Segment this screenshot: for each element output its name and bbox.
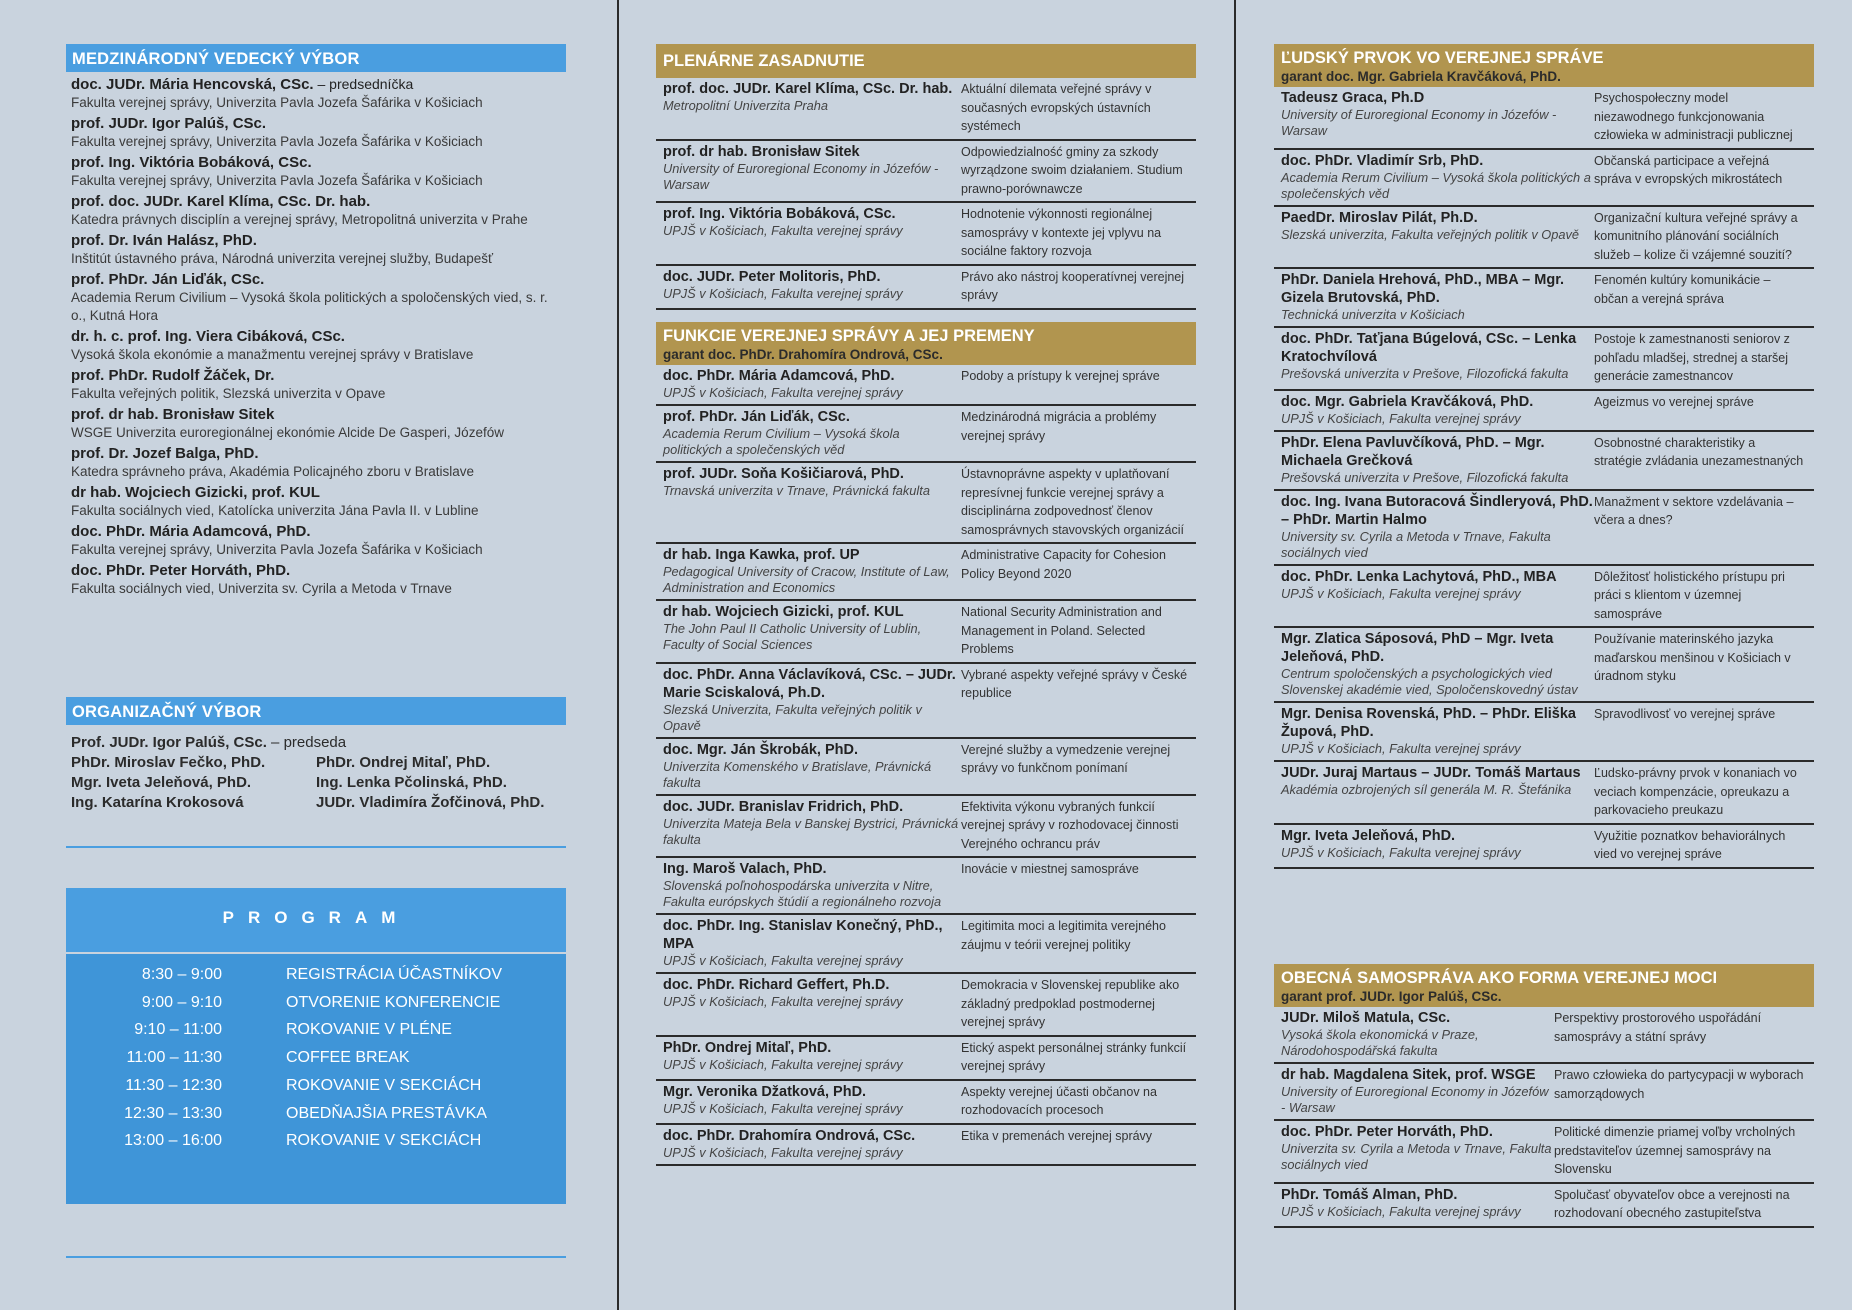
talk-row bbox=[1274, 491, 1814, 566]
talk-title: Aspekty verejnej účasti občanov na rozhodovacích procesoch bbox=[961, 1084, 1157, 1117]
member-name bbox=[71, 367, 566, 385]
member-name-text: prof. PhDr. Ján Liďák, CSc. bbox=[71, 271, 265, 288]
member-affiliation: Katedra správneho práva, Akadémia Policajného zboru v Bratislave bbox=[71, 464, 474, 479]
talk-affiliation: Academia Rerum Civilium – Vysoká škola politických a společenských věd bbox=[663, 426, 900, 457]
talk-row bbox=[656, 266, 1196, 310]
member-name bbox=[71, 232, 566, 250]
member-name bbox=[71, 75, 566, 94]
talk-speaker-block bbox=[656, 860, 961, 910]
talk-speaker: prof. PhDr. Ján Liďák, CSc. bbox=[663, 409, 850, 425]
talk-row bbox=[656, 406, 1196, 463]
talk-speaker: Mgr. Zlatica Sáposová, PhD – Mgr. Iveta Jeleňová, PhD. bbox=[1281, 631, 1554, 665]
talk-affiliation: UPJŠ v Košiciach, Fakulta verejnej správy bbox=[663, 1144, 903, 1160]
talk-speaker-block bbox=[656, 603, 961, 659]
talk-speaker-block bbox=[1274, 271, 1594, 323]
talk-title: Manažment v sektore vzdelávania – včera a dnes? bbox=[1594, 494, 1794, 527]
member-name bbox=[71, 115, 566, 133]
committee-member bbox=[66, 193, 566, 229]
talk-speaker-block bbox=[1274, 493, 1594, 561]
human-element-garant: garant doc. Mgr. Gabriela Kravčáková, PhD. bbox=[1281, 69, 1561, 84]
member-affiliation: Fakulta verejnej správy, Univerzita Pavla Jozefa Šafárika v Košiciach bbox=[71, 173, 483, 188]
talk-speaker: prof. JUDr. Soňa Košičiarová, PhD. bbox=[663, 466, 904, 482]
talk-speaker-block bbox=[656, 465, 961, 539]
talk-affiliation: Prešovská univerzita v Prešove, Filozofická fakulta bbox=[1281, 469, 1569, 485]
member-name-text: prof. doc. JUDr. Karel Klíma, CSc. Dr. hab. bbox=[71, 193, 371, 210]
member-name bbox=[71, 271, 566, 289]
talk-speaker: Tadeusz Graca, Ph.D bbox=[1281, 90, 1425, 106]
talk-affiliation: Centrum spoločenských a psychologických vied Slovenskej akadémie vied, Spoločenskovedný ústav bbox=[1281, 666, 1578, 697]
talk-speaker-block bbox=[1274, 330, 1594, 386]
talk-title: Fenomén kultúry komunikácie – občan a verejná správa bbox=[1594, 273, 1771, 306]
talk-speaker-block bbox=[1274, 1066, 1554, 1116]
member-name-text: prof. Dr. Iván Halász, PhD. bbox=[71, 232, 257, 249]
talk-row bbox=[1274, 566, 1814, 629]
talk-row bbox=[656, 203, 1196, 266]
program-box bbox=[66, 888, 566, 1204]
talk-speaker: doc. PhDr. Drahomíra Ondrová, CSc. bbox=[663, 1127, 916, 1144]
talk-affiliation: Metropolitní Univerzita Praha bbox=[663, 98, 829, 113]
talk-title: Politické dimenzie priamej voľby vrcholných predstaviteľov územnej samosprávy na Slovensku bbox=[1554, 1125, 1796, 1176]
talk-title: Ľudsko-právny prvok v konaniach vo veciach kompenzácie, opreukazu a parkovacieho preukazu bbox=[1594, 766, 1797, 817]
committee-member bbox=[66, 406, 566, 442]
talk-speaker-block bbox=[1274, 568, 1594, 624]
talk-speaker-block bbox=[656, 408, 961, 458]
organizing-member: Mgr. Iveta Jeleňová, PhD. bbox=[71, 774, 252, 791]
member-name-text: prof. Ing. Viktória Bobáková, CSc. bbox=[71, 154, 312, 171]
functions-section bbox=[656, 322, 1196, 1166]
talk-speaker-block bbox=[656, 367, 961, 401]
program-label: ROKOVANIE V PLÉNE bbox=[286, 1021, 452, 1039]
member-name-text: prof. JUDr. Igor Palúš, CSc. bbox=[71, 115, 267, 132]
organizing-member: PhDr. Miroslav Fečko, PhD. bbox=[71, 754, 266, 771]
talk-affiliation: University of Euroregional Economy in Józefów - Warsaw bbox=[1281, 107, 1557, 138]
talk-affiliation: Univerzita Mateja Bela v Banskej Bystrici, Právnická fakulta bbox=[663, 815, 959, 847]
member-affiliation: Fakulta verejnej správy, Univerzita Pavla Jozefa Šafárika v Košiciach bbox=[71, 134, 483, 149]
committee-member bbox=[66, 328, 566, 364]
middle-column bbox=[656, 0, 1196, 1310]
talk-row bbox=[656, 796, 1196, 859]
committee-member bbox=[66, 115, 566, 151]
organizing-committee-header: ORGANIZAČNÝ VÝBOR bbox=[66, 697, 566, 725]
talk-row bbox=[1274, 328, 1814, 391]
talk-affiliation: The John Paul II Catholic University of Lublin, Faculty of Social Sciences bbox=[663, 621, 922, 652]
talk-row bbox=[656, 739, 1196, 796]
talk-row bbox=[656, 974, 1196, 1037]
organizing-member: Ing. Lenka Pčolinská, PhD. bbox=[316, 774, 507, 791]
program-row bbox=[66, 966, 566, 994]
talk-speaker: PaedDr. Miroslav Pilát, Ph.D. bbox=[1281, 209, 1478, 226]
talk-title: Podoby a prístupy k verejnej správe bbox=[961, 369, 1160, 383]
talk-title: Prawo człowieka do partycypacji w wyborach samorządowych bbox=[1554, 1068, 1804, 1101]
member-name-text: prof. PhDr. Rudolf Žáček, Dr. bbox=[71, 367, 275, 384]
talk-title: Používanie materinského jazyka maďarskou menšinou v Košiciach v úradnom styku bbox=[1594, 632, 1791, 683]
human-element-talks bbox=[1274, 87, 1814, 869]
member-affiliation: Fakulta veřejných politik, Slezská univerzita v Opave bbox=[71, 386, 386, 401]
talk-speaker: doc. PhDr. Peter Horváth, PhD. bbox=[1281, 1124, 1493, 1140]
talk-affiliation: University of Euroregional Economy in Józefów - Warsaw bbox=[663, 160, 939, 192]
member-affiliation: Fakulta verejnej správy, Univerzita Pavla Jozefa Šafárika v Košiciach bbox=[71, 542, 483, 557]
talk-affiliation: Trnavská univerzita v Trnave, Právnická fakulta bbox=[663, 483, 930, 498]
talk-speaker: dr hab. Magdalena Sitek, prof. WSGE bbox=[1281, 1067, 1536, 1083]
talk-affiliation: UPJŠ v Košiciach, Fakulta verejnej správy bbox=[663, 1100, 903, 1116]
scientific-committee-list bbox=[66, 75, 566, 598]
committee-member bbox=[66, 484, 566, 520]
talk-speaker-block bbox=[656, 268, 961, 305]
program-row bbox=[66, 1132, 566, 1160]
member-affiliation: WSGE Univerzita euroregionálnej ekonómie Alcide De Gasperi, Józefów bbox=[71, 425, 504, 440]
talk-title: Právo ako nástroj kooperatívnej verejnej správy bbox=[961, 269, 1185, 302]
talk-affiliation: Prešovská univerzita v Prešove, Filozofická fakulta bbox=[1281, 366, 1569, 381]
member-name bbox=[71, 523, 566, 541]
scientific-committee-header: MEDZINÁRODNÝ VEDECKÝ VÝBOR bbox=[66, 44, 566, 72]
member-name bbox=[71, 484, 566, 502]
program-row bbox=[66, 994, 566, 1022]
committee-member bbox=[66, 523, 566, 559]
talk-speaker: Mgr. Denisa Rovenská, PhD. – PhDr. Eliška Župová, PhD. bbox=[1281, 706, 1576, 740]
talk-speaker: prof. dr hab. Bronisław Sitek bbox=[663, 143, 860, 160]
member-name-text: prof. dr hab. Bronisław Sitek bbox=[71, 406, 275, 423]
talk-speaker-block bbox=[1274, 705, 1594, 757]
member-affiliation: Fakulta sociálnych vied, Univerzita sv. Cyrila a Metoda v Trnave bbox=[71, 581, 452, 596]
self-government-section bbox=[1274, 964, 1814, 1228]
talk-speaker: dr hab. Wojciech Gizicki, prof. KUL bbox=[663, 604, 904, 620]
talk-speaker: doc. PhDr. Mária Adamcová, PhD. bbox=[663, 368, 895, 384]
talk-affiliation: UPJŠ v Košiciach, Fakulta verejnej správy bbox=[663, 1056, 903, 1072]
separator-line-bottom bbox=[66, 1256, 566, 1258]
member-role: – predsedníčka bbox=[313, 76, 414, 92]
talk-title: Ageizmus vo verejnej správe bbox=[1594, 394, 1754, 409]
talk-title: Psychospołeczny model niezawodnego funkcjonowania człowieka w administracji publicznej bbox=[1594, 91, 1793, 142]
talk-title: Demokracia v Slovenskej republike ako základný predpoklad postmodernej verejnej správy bbox=[961, 978, 1180, 1029]
talk-speaker-block bbox=[1274, 630, 1594, 698]
talk-affiliation: UPJŠ v Košiciach, Fakulta verejnej správy bbox=[1281, 844, 1521, 860]
talk-speaker: JUDr. Miloš Matula, CSc. bbox=[1281, 1010, 1451, 1026]
talk-title: Medzinárodná migrácia a problémy verejnej správy bbox=[961, 410, 1157, 443]
committee-member bbox=[66, 562, 566, 598]
talk-affiliation: University of Euroregional Economy in Józefów - Warsaw bbox=[1281, 1084, 1549, 1115]
talk-row bbox=[1274, 150, 1814, 207]
talk-speaker-block bbox=[1274, 89, 1594, 145]
talk-affiliation: Vysoká škola ekonomická v Praze, Národohospodářská fakulta bbox=[1281, 1027, 1479, 1058]
talk-title: Etika v premenách verejnej správy bbox=[961, 1128, 1153, 1143]
talk-title: Inovácie v miestnej samospráve bbox=[961, 862, 1139, 876]
talk-speaker: doc. PhDr. Taťjana Búgelová, CSc. – Lenka Kratochvílová bbox=[1281, 331, 1577, 365]
talk-speaker-block bbox=[656, 143, 961, 199]
talk-affiliation: Slezská univerzita, Fakulta veřejných politik v Opavě bbox=[1281, 226, 1580, 242]
talk-row bbox=[1274, 432, 1814, 491]
member-name-text: doc. JUDr. Mária Hencovská, CSc. bbox=[71, 76, 314, 93]
talk-affiliation: Slovenská poľnohospodárska univerzita v Nitre, Fakulta európskych štúdií a regionálneho rozvoja bbox=[663, 878, 942, 909]
talk-row bbox=[1274, 1184, 1814, 1228]
talk-row bbox=[656, 601, 1196, 664]
functions-header bbox=[656, 322, 1196, 365]
program-label: COFFEE BREAK bbox=[286, 1049, 410, 1067]
talk-speaker: PhDr. Ondrej Mitaľ, PhD. bbox=[663, 1039, 832, 1056]
member-name bbox=[71, 154, 566, 172]
plenary-talks bbox=[656, 78, 1196, 310]
self-government-header bbox=[1274, 964, 1814, 1007]
talk-row bbox=[1274, 1121, 1814, 1184]
talk-row bbox=[1274, 825, 1814, 869]
talk-title: Aktuální dilemata veřejné správy v současných evropských ústavních systémech bbox=[961, 82, 1152, 133]
talk-speaker: doc. PhDr. Anna Václavíková, CSc. – JUDr. Marie Sciskalová, Ph.D. bbox=[663, 666, 956, 701]
talk-affiliation: Akadémia ozbrojených síl generála M. R. Štefánika bbox=[1281, 782, 1572, 797]
member-name bbox=[71, 406, 566, 424]
talk-affiliation: UPJŠ v Košiciach, Fakulta verejnej správy bbox=[663, 285, 903, 301]
talk-speaker-block bbox=[656, 741, 961, 791]
talk-title: Spolučasť obyvateľov obce a verejnosti na rozhodovaní obecného zastupiteľstva bbox=[1554, 1187, 1790, 1220]
talk-speaker: doc. PhDr. Ing. Stanislav Konečný, PhD., MPA bbox=[663, 918, 943, 952]
talk-title: Dôležitosť holistického prístupu pri práci s klientom v územnej samospráve bbox=[1594, 569, 1785, 621]
program-time: 11:30 – 12:30 bbox=[125, 1076, 222, 1094]
member-name bbox=[71, 445, 566, 463]
talk-speaker: Mgr. Iveta Jeleňová, PhD. bbox=[1281, 827, 1456, 844]
talk-affiliation: UPJŠ v Košiciach, Fakulta verejnej správy bbox=[1281, 741, 1521, 756]
committee-member bbox=[66, 367, 566, 403]
self-government-talks bbox=[1274, 1007, 1814, 1228]
organizing-member: PhDr. Ondrej Mitaľ, PhD. bbox=[316, 754, 491, 771]
talk-speaker-block bbox=[656, 1039, 961, 1076]
program-label: ROKOVANIE V SEKCIÁCH bbox=[286, 1132, 482, 1150]
talk-title: Legitimita moci a legitimita verejného záujmu v teórii verejnej politiky bbox=[961, 919, 1166, 952]
talk-title: Verejné služby a vymedzenie verejnej správy vo funkčnom ponímaní bbox=[961, 742, 1171, 775]
plenary-header bbox=[656, 44, 1196, 78]
program-row bbox=[66, 1105, 566, 1133]
member-name bbox=[71, 562, 566, 580]
talk-speaker-block bbox=[1274, 1186, 1554, 1223]
talk-speaker-block bbox=[1274, 209, 1594, 265]
talk-title: Hodnotenie výkonnosti regionálnej samosprávy v kontexte jej vplyvu na sociálne faktory rozvoja bbox=[961, 207, 1162, 258]
committee-member bbox=[66, 154, 566, 190]
talk-speaker-block bbox=[656, 205, 961, 261]
program-time: 8:30 – 9:00 bbox=[141, 966, 222, 983]
talk-speaker: prof. Ing. Viktória Bobáková, CSc. bbox=[663, 206, 896, 222]
talk-speaker: dr hab. Inga Kawka, prof. UP bbox=[663, 547, 860, 563]
chair-role: – predseda bbox=[266, 734, 347, 751]
member-affiliation: Fakulta sociálnych vied, Katolícka univerzita Jána Pavla II. v Lubline bbox=[71, 503, 479, 518]
functions-talks bbox=[656, 365, 1196, 1166]
committee-member bbox=[66, 75, 566, 112]
member-name bbox=[71, 193, 566, 211]
talk-row bbox=[1274, 1007, 1814, 1064]
self-government-garant: garant prof. JUDr. Igor Palúš, CSc. bbox=[1281, 989, 1502, 1004]
talk-row bbox=[656, 141, 1196, 204]
functions-title: FUNKCIE VEREJNEJ SPRÁVY A JEJ PREMENY bbox=[663, 327, 1035, 345]
member-name-text: doc. PhDr. Mária Adamcová, PhD. bbox=[71, 523, 311, 540]
talk-row bbox=[1274, 703, 1814, 762]
talk-affiliation: Slezská Univerzita, Fakulta veřejných politik v Opavě bbox=[663, 701, 922, 733]
organizing-member: Ing. Katarína Krokosová bbox=[71, 794, 244, 811]
program-label: OBEDŇAJŠIA PRESTÁVKA bbox=[286, 1104, 487, 1122]
talk-title: Ústavnoprávne aspekty v uplatňovaní represívnej funkcie verejnej správy a disciplinárna zodpovednosť členov samosprávnych stavovských organizácií bbox=[961, 467, 1185, 537]
column-divider-right bbox=[1234, 0, 1236, 1310]
talk-affiliation: Univerzita sv. Cyrila a Metoda v Trnave, Fakulta sociálnych vied bbox=[1281, 1141, 1552, 1172]
functions-garant: garant doc. PhDr. Drahomíra Ondrová, CSc. bbox=[663, 347, 943, 362]
talk-title: Občanská participace a veřejná správa v evropských mikrostátech bbox=[1594, 153, 1783, 186]
plenary-section bbox=[656, 44, 1196, 310]
member-affiliation: Fakulta verejnej správy, Univerzita Pavla Jozefa Šafárika v Košiciach bbox=[71, 95, 483, 110]
talk-row bbox=[656, 544, 1196, 601]
talk-affiliation: Univerzita Komenského v Bratislave, Právnická fakulta bbox=[663, 758, 932, 790]
talk-row bbox=[1274, 762, 1814, 825]
talk-speaker-block bbox=[656, 546, 961, 596]
member-affiliation: Academia Rerum Civilium – Vysoká škola politických a spoločenských vied, s. r. o., Kutná Hora bbox=[71, 290, 548, 323]
organizing-committee-members bbox=[66, 753, 566, 813]
talk-speaker-block bbox=[1274, 827, 1594, 864]
talk-speaker-block bbox=[1274, 764, 1594, 820]
talk-row bbox=[656, 463, 1196, 544]
member-name bbox=[71, 328, 566, 346]
talk-speaker: Ing. Maroš Valach, PhD. bbox=[663, 861, 827, 877]
plenary-title: PLENÁRNE ZASADNUTIE bbox=[663, 52, 865, 70]
committee-member bbox=[66, 232, 566, 268]
talk-speaker: doc. PhDr. Richard Geffert, Ph.D. bbox=[663, 977, 890, 993]
program-row bbox=[66, 1049, 566, 1077]
talk-affiliation: UPJŠ v Košiciach, Fakulta verejnej správy bbox=[663, 953, 903, 968]
talk-speaker: doc. Mgr. Gabriela Kravčáková, PhD. bbox=[1281, 393, 1534, 410]
talk-speaker-block bbox=[1274, 393, 1594, 427]
program-time: 11:00 – 11:30 bbox=[126, 1049, 222, 1067]
talk-speaker-block bbox=[656, 1083, 961, 1120]
talk-row bbox=[656, 915, 1196, 974]
talk-speaker-block bbox=[1274, 434, 1594, 486]
talk-affiliation: UPJŠ v Košiciach, Fakulta verejnej správy bbox=[663, 385, 903, 400]
talk-row bbox=[656, 664, 1196, 739]
talk-row bbox=[656, 78, 1196, 141]
member-affiliation: Katedra právnych disciplín a verejnej správy, Metropolitná univerzita v Prahe bbox=[71, 212, 528, 227]
talk-title: Perspektivy prostorového uspořádání samosprávy a státní správy bbox=[1554, 1011, 1762, 1044]
talk-speaker: doc. JUDr. Branislav Fridrich, PhD. bbox=[663, 798, 904, 815]
talk-speaker-block bbox=[656, 917, 961, 969]
program-title: PROGRAM bbox=[222, 908, 410, 927]
talk-affiliation: Academia Rerum Civilium – Vysoká škola politických a společenských věd bbox=[1281, 169, 1591, 201]
talk-row bbox=[1274, 207, 1814, 270]
organizing-committee-chair bbox=[66, 733, 566, 753]
human-element-title: ĽUDSKÝ PRVOK VO VEREJNEJ SPRÁVE bbox=[1281, 49, 1604, 67]
program-row bbox=[66, 1077, 566, 1105]
talk-speaker: doc. PhDr. Lenka Lachytová, PhD., MBA bbox=[1281, 568, 1557, 585]
talk-row bbox=[656, 1125, 1196, 1166]
talk-row bbox=[1274, 87, 1814, 150]
talk-row bbox=[1274, 1064, 1814, 1121]
left-column bbox=[66, 0, 566, 1310]
program-time: 9:10 – 11:00 bbox=[134, 1021, 222, 1039]
talk-speaker-block bbox=[1274, 1123, 1554, 1179]
talk-speaker: PhDr. Daniela Hrehová, PhD., MBA – Mgr. Gizela Brutovská, PhD. bbox=[1281, 272, 1565, 306]
human-element-section bbox=[1274, 44, 1814, 869]
member-name-text: prof. Dr. Jozef Balga, PhD. bbox=[71, 445, 259, 462]
program-schedule bbox=[66, 952, 566, 1204]
talk-speaker: doc. Mgr. Ján Škrobák, PhD. bbox=[663, 741, 858, 758]
talk-title: Etický aspekt personálnej stránky funkcií verejnej správy bbox=[961, 1040, 1187, 1073]
talk-affiliation: UPJŠ v Košiciach, Fakulta verejnej správy bbox=[1281, 1203, 1521, 1219]
human-element-header bbox=[1274, 44, 1814, 87]
talk-affiliation: UPJŠ v Košiciach, Fakulta verejnej správy bbox=[1281, 410, 1521, 426]
talk-affiliation: UPJŠ v Košiciach, Fakulta verejnej správy bbox=[663, 994, 903, 1009]
talk-title: Odpowiedzialność gminy za szkody wyrządzone swoim działaniem. Studium prawno-porównawcze bbox=[961, 144, 1183, 196]
chair-name: Prof. JUDr. Igor Palúš, CSc. bbox=[71, 734, 267, 751]
talk-speaker-block bbox=[1274, 152, 1594, 202]
talk-row bbox=[1274, 628, 1814, 703]
talk-speaker-block bbox=[656, 798, 961, 854]
talk-speaker: prof. doc. JUDr. Karel Klíma, CSc. Dr. hab. bbox=[663, 81, 953, 97]
talk-speaker: doc. Ing. Ivana Butoracová Šindleryová, PhD. – PhDr. Martin Halmo bbox=[1281, 493, 1593, 528]
member-name-text: dr hab. Wojciech Gizicki, prof. KUL bbox=[71, 484, 320, 501]
talk-affiliation: University sv. Cyrila a Metoda v Trnave, Fakulta sociálnych vied bbox=[1281, 528, 1551, 560]
member-name-text: dr. h. c. prof. Ing. Viera Cibáková, CSc. bbox=[71, 328, 345, 345]
program-time: 12:30 – 13:30 bbox=[124, 1104, 222, 1122]
committee-member bbox=[66, 445, 566, 481]
talk-title: Spravodlivosť vo verejnej správe bbox=[1594, 707, 1776, 721]
program-label: REGISTRÁCIA ÚČASTNÍKOV bbox=[286, 966, 503, 983]
talk-title: Využitie poznatkov behaviorálnych vied vo verejnej správe bbox=[1594, 828, 1786, 861]
talk-title: National Security Administration and Management in Poland. Selected Problems bbox=[961, 605, 1162, 656]
talk-speaker-block bbox=[656, 666, 961, 734]
program-label: OTVORENIE KONFERENCIE bbox=[286, 993, 501, 1011]
talk-speaker: doc. JUDr. Peter Molitoris, PhD. bbox=[663, 268, 881, 285]
talk-speaker: doc. PhDr. Vladimír Srb, PhD. bbox=[1281, 152, 1484, 169]
talk-affiliation: Technická univerzita v Košiciach bbox=[1281, 307, 1465, 322]
program-label: ROKOVANIE V SEKCIÁCH bbox=[286, 1076, 482, 1094]
program-time: 13:00 – 16:00 bbox=[124, 1132, 222, 1150]
talk-row bbox=[656, 365, 1196, 406]
member-affiliation: Vysoká škola ekonómie a manažmentu verejnej správy v Bratislave bbox=[71, 347, 474, 362]
program-row bbox=[66, 1021, 566, 1049]
talk-row bbox=[656, 1081, 1196, 1125]
talk-title: Efektivita výkonu vybraných funkcií verejnej správy v rozhodovacej činnosti Verejného ochrancu práv bbox=[961, 799, 1179, 851]
talk-speaker-block bbox=[656, 976, 961, 1032]
column-divider-left bbox=[617, 0, 619, 1310]
self-government-title: OBECNÁ SAMOSPRÁVA AKO FORMA VEREJNEJ MOCI bbox=[1281, 969, 1718, 987]
talk-speaker-block bbox=[656, 1127, 961, 1161]
talk-title: Organizační kultura veřejné správy a komunitního plánování sociálních služeb – kolize či vzájemné souzití? bbox=[1594, 210, 1798, 262]
talk-row bbox=[656, 1037, 1196, 1081]
talk-speaker-block bbox=[1274, 1009, 1554, 1059]
talk-title: Vybrané aspekty veřejné správy v České republice bbox=[961, 667, 1188, 700]
talk-speaker: PhDr. Elena Pavluvčíková, PhD. – Mgr. Michaela Grečková bbox=[1281, 434, 1545, 469]
program-time: 9:00 – 9:10 bbox=[141, 993, 222, 1011]
talk-affiliation: Pedagogical University of Cracow, Institute of Law, Administration and Economics bbox=[663, 564, 950, 595]
member-affiliation: Inštitút ústavného práva, Národná univerzita verejnej služby, Budapešť bbox=[71, 251, 494, 266]
committee-member bbox=[66, 271, 566, 325]
talk-row bbox=[1274, 269, 1814, 328]
member-name-text: doc. PhDr. Peter Horváth, PhD. bbox=[71, 562, 291, 579]
talk-speaker: PhDr. Tomáš Alman, PhD. bbox=[1281, 1186, 1458, 1203]
talk-speaker-block bbox=[656, 80, 961, 136]
organizing-member: JUDr. Vladimíra Žofčinová, PhD. bbox=[316, 794, 545, 811]
talk-row bbox=[1274, 391, 1814, 432]
right-column bbox=[1274, 0, 1814, 1310]
talk-speaker: Mgr. Veronika Džatková, PhD. bbox=[663, 1083, 867, 1100]
talk-affiliation: UPJŠ v Košiciach, Fakulta verejnej správy bbox=[1281, 585, 1521, 601]
talk-title: Postoje k zamestnanosti seniorov z pohľadu mladšej, strednej a staršej generácie zamestnancov bbox=[1594, 332, 1790, 383]
talk-affiliation: UPJŠ v Košiciach, Fakulta verejnej správy bbox=[663, 223, 903, 238]
talk-title: Osobnostné charakteristiky a stratégie zvládania unezamestnaných bbox=[1594, 435, 1804, 468]
talk-row bbox=[656, 858, 1196, 915]
talk-speaker: JUDr. Juraj Martaus – JUDr. Tomáš Martaus bbox=[1281, 765, 1581, 781]
separator-line bbox=[66, 846, 566, 848]
talk-title: Administrative Capacity for Cohesion Policy Beyond 2020 bbox=[961, 548, 1166, 581]
